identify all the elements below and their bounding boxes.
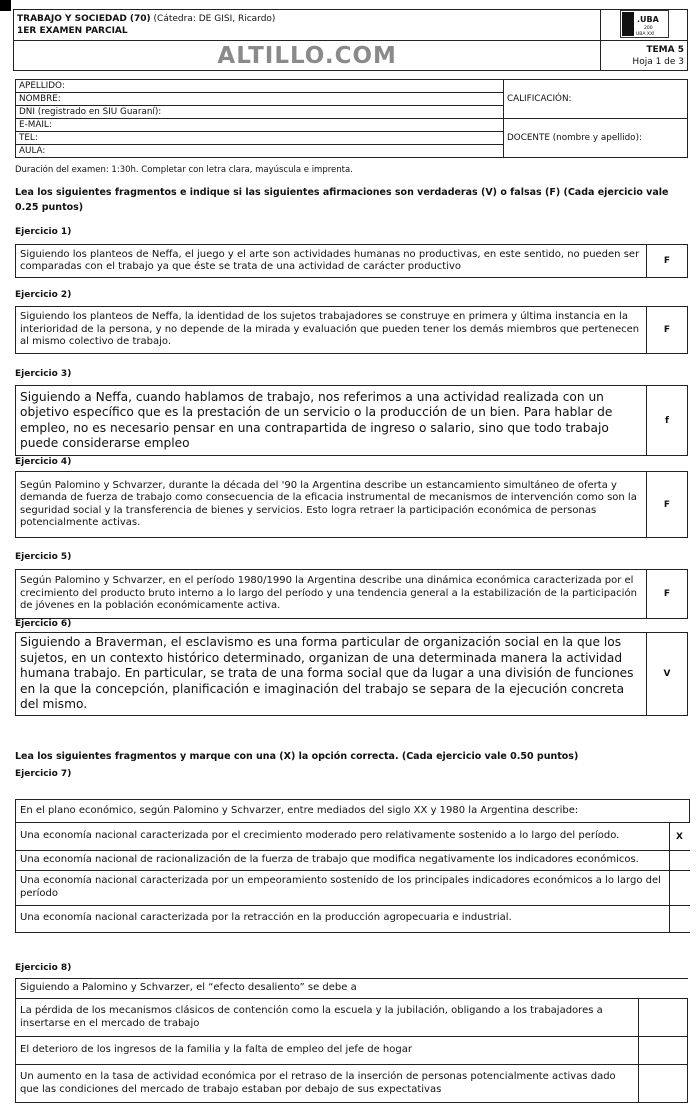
option-mark[interactable] [639,1065,688,1103]
uba-logo-icon [621,11,668,37]
exam-title: 1ER EXAMEN PARCIAL [17,26,128,36]
logo-cell [601,10,688,41]
field-docente[interactable]: DOCENTE (nombre y apellido): [504,119,688,158]
option-text: La pérdida de los mecanismos clásicos de contención como la escuela y la jubilación, obligando a los trabajadores a insertarse en el mercado de trabajo [16,999,639,1037]
answer-box[interactable]: F [647,245,688,278]
duration-note: Duración del examen: 1:30h. Completar con letra clara, mayúscula e imprenta. [15,165,353,175]
mc-exercise-8 [15,978,688,1103]
option-mark[interactable] [639,1037,688,1065]
option-mark[interactable] [669,870,690,905]
exercise-text: Siguiendo a Neffa, cuando hablamos de trabajo, nos referimos a una actividad realizada con un objetivo específico que es la prestación de un servicio o la producción de un bien. Para hablar de empleo, no es necesario pensar en una contrapartida de ingreso o salario, sino que todo trabajo puede considerarse empleo [16,386,647,456]
exercise-label: Ejercicio 4) [15,457,72,467]
exercise-label: Ejercicio 7) [15,769,72,779]
tema-cell [601,41,688,71]
site-cell [14,41,601,71]
field-calificacion[interactable]: CALIFICACIÓN: [504,80,688,119]
field-tel[interactable]: TEL: [16,132,504,145]
exercise-label: Ejercicio 3) [15,369,72,379]
field-aula[interactable]: AULA: [16,145,504,158]
uba-logo [620,10,669,38]
exercise-text: Siguiendo los planteos de Neffa, la identidad de los sujetos trabajadores se construye en primera y última instancia en la interioridad de la persona, y no depende de la mirada y evaluación que pueden tener los demás miembros que pertenecen al mismo colectivo de trabajo. [16,307,647,354]
option-mark[interactable] [669,851,690,871]
field-dni[interactable]: DNI (registrado en SIU Guaraní): [16,106,504,119]
option-text: Una economía nacional caracterizada por la retracción en la producción agropecuaria e industrial. [16,905,670,932]
field-nombre[interactable]: NOMBRE: [16,93,504,106]
exercise-label: Ejercicio 1) [15,227,72,237]
exercise-label: Ejercicio 5) [15,552,72,562]
course-cell [14,10,601,41]
answer-box[interactable]: F [647,570,688,619]
mc-exercise-7 [15,799,690,933]
site-watermark: ALTILLO.COM [217,42,397,69]
catedra: (Cátedra: DE GISI, Ricardo) [153,14,276,24]
question-stem: En el plano económico, según Palomino y Schvarzer, entre mediados del siglo XX y 1980 la Argentina describe: [16,800,670,823]
question-stem: Siguiendo a Palomino y Schvarzer, el “efecto desaliento” se debe a [16,979,639,999]
exam-header [13,9,688,71]
svg-text:200: 200 [643,26,653,31]
tf-exercise-2 [15,306,688,354]
corner-marker [0,0,11,11]
tf-exercise-4 [15,471,688,538]
section1-instructions: Lea los siguientes fragmentos e indique si las siguientes afirmaciones son verdaderas (V) o falsas (F) (Cada ejercicio vale 0.25 puntos) [15,187,669,213]
exercise-text: Según Palomino y Schvarzer, en el período 1980/1990 la Argentina describe una dinámica económica caracterizada por el crecimiento del producto bruto interno a lo largo del período y una tendencia general a la estabilización de la participación de jóvenes en la población económicamente activa. [16,570,647,619]
tf-exercise-5 [15,569,688,619]
exercise-label: Ejercicio 2) [15,290,72,300]
answer-box[interactable]: F [647,472,688,538]
answer-box[interactable]: F [647,307,688,354]
tema-label: TEMA 5 [646,44,684,55]
exercise-label: Ejercicio 6) [15,619,72,629]
option-text: Una economía nacional caracterizada por un empeoramiento sostenido de los principales indicadores económicos a lo largo del período [16,870,670,905]
exercise-label: Ejercicio 8) [15,963,72,973]
answer-box[interactable]: V [647,633,688,716]
exercise-text: Según Palomino y Schvarzer, durante la década del '90 la Argentina describe un estancamiento simultáneo de oferta y demanda de fuerza de trabajo como consecuencia de la eficacia instrumental de mecanismos de intervención como son la seguridad social y la transferencia de bienes y servicios. Esto logra retraer la participación económica de personas potencialmente activas. [16,472,647,538]
option-mark[interactable] [669,905,690,932]
tf-exercise-1 [15,244,688,278]
tf-exercise-6 [15,632,688,716]
exercise-text: Siguiendo los planteos de Neffa, el juego y el arte son actividades humanas no productivas, en este sentido, no pueden ser comparadas con el trabajo ya que éste se trata de una actividad de carácter productivo [16,245,647,278]
option-text: El deterioro de los ingresos de la familia y la falta de empleo del jefe de hogar [16,1037,639,1065]
answer-box[interactable]: f [647,386,688,456]
exercise-text: Siguiendo a Braverman, el esclavismo es una forma particular de organización social en la que los sujetos, en un contexto histórico determinado, organizan de una determinada manera la actividad humana trabajo. En particular, se trata de una forma social que da lugar a una división de funciones en la que la concepción, planificación e imaginación del trabajo se separa de la ejecución concreta del mismo. [16,633,647,716]
option-text: Una economía nacional caracterizada por el crecimiento moderado pero relativamente sostenido a lo largo del período. [16,823,670,851]
course-title: TRABAJO Y SOCIEDAD (70) [17,14,151,24]
field-email[interactable]: E-MAIL: [16,119,504,132]
option-text: Un aumento en la tasa de actividad económica por el retraso de la inserción de personas potencialmente activas dado que las condiciones del mercado de trabajo estaban por debajo de sus expectativas [16,1065,639,1103]
student-info-table [15,79,688,158]
hoja-label: Hoja 1 de 3 [632,56,684,67]
field-apellido[interactable]: APELLIDO: [16,80,504,93]
option-mark[interactable]: X [669,823,690,851]
option-text: Una economía nacional de racionalización de la fuerza de trabajo que modifica negativamente los indicadores económicos. [16,851,670,871]
svg-text:.UBA: .UBA [636,15,659,24]
section2-instructions: Lea los siguientes fragmentos y marque con una (X) la opción correcta. (Cada ejercicio vale 0.50 puntos) [15,751,579,762]
tf-exercise-3 [15,385,688,456]
option-mark[interactable] [639,999,688,1037]
svg-text:UBA XXI: UBA XXI [635,32,655,37]
